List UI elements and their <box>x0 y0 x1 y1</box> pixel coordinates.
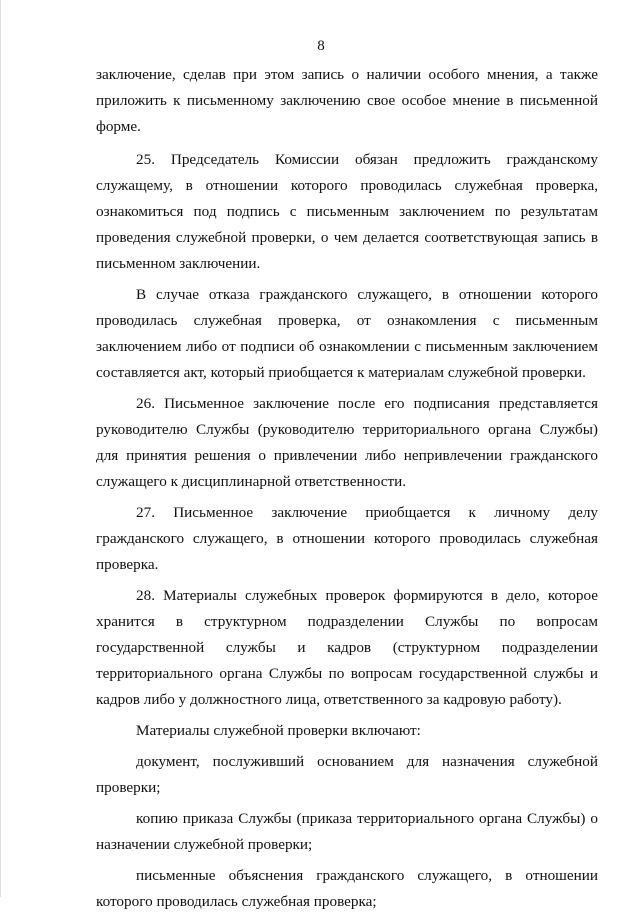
paragraph-materials-intro: Материалы служебной проверки включают: <box>136 722 421 739</box>
paragraph-25: 25. Председатель Комиссии обязан предложить гражданскому служащему, в отношении которого проводилась служебная проверка, ознакомиться под подпись с письменным заключением по результатам проведения служебной проверки, о чем делается соответствующая запись в письменном заключении. <box>96 151 598 272</box>
list-item-explanations: письменные объяснения гражданского служащего, в отношении которого проводилась служебная проверка; <box>96 867 598 910</box>
paragraph-27: 27. Письменное заключение приобщается к личному делу гражданского служащего, в отношении которого проводилась служебная проверка. <box>96 504 598 573</box>
paragraph-26: 26. Письменное заключение после его подписания представляется руководителю Службы (руководителю территориального органа Службы) для принятия решения о привлечении либо непривлечении гражданского служащего к дисциплинарной ответственности. <box>96 395 598 490</box>
list-item-order-copy: копию приказа Службы (приказа территориального органа Службы) о назначении служебной проверки; <box>96 810 598 853</box>
paragraph-continuation: заключение, сделав при этом запись о наличии особого мнения, а также приложить к письменному заключению свое особое мнение в письменной форме. <box>96 66 598 135</box>
paragraph-refusal: В случае отказа гражданского служащего, в отношении которого проводилась служебная проверка, от ознакомления с письменным заключением либо от подписи об ознакомлении с письменным заключением составляется акт, который приобщается к материалам служебной проверки. <box>96 286 598 381</box>
page-number: 8 <box>317 38 325 54</box>
list-item-document: документ, послуживший основанием для назначения служебной проверки; <box>96 753 598 796</box>
paragraph-28: 28. Материалы служебных проверок формируются в дело, которое хранится в структурном подразделении Службы по вопросам государственной службы и кадров (структурном подразделении территориального органа Службы по вопросам государственной службы и кадров либо у должностного лица, ответственного за кадровую работу). <box>96 587 598 708</box>
document-body <box>96 62 598 915</box>
